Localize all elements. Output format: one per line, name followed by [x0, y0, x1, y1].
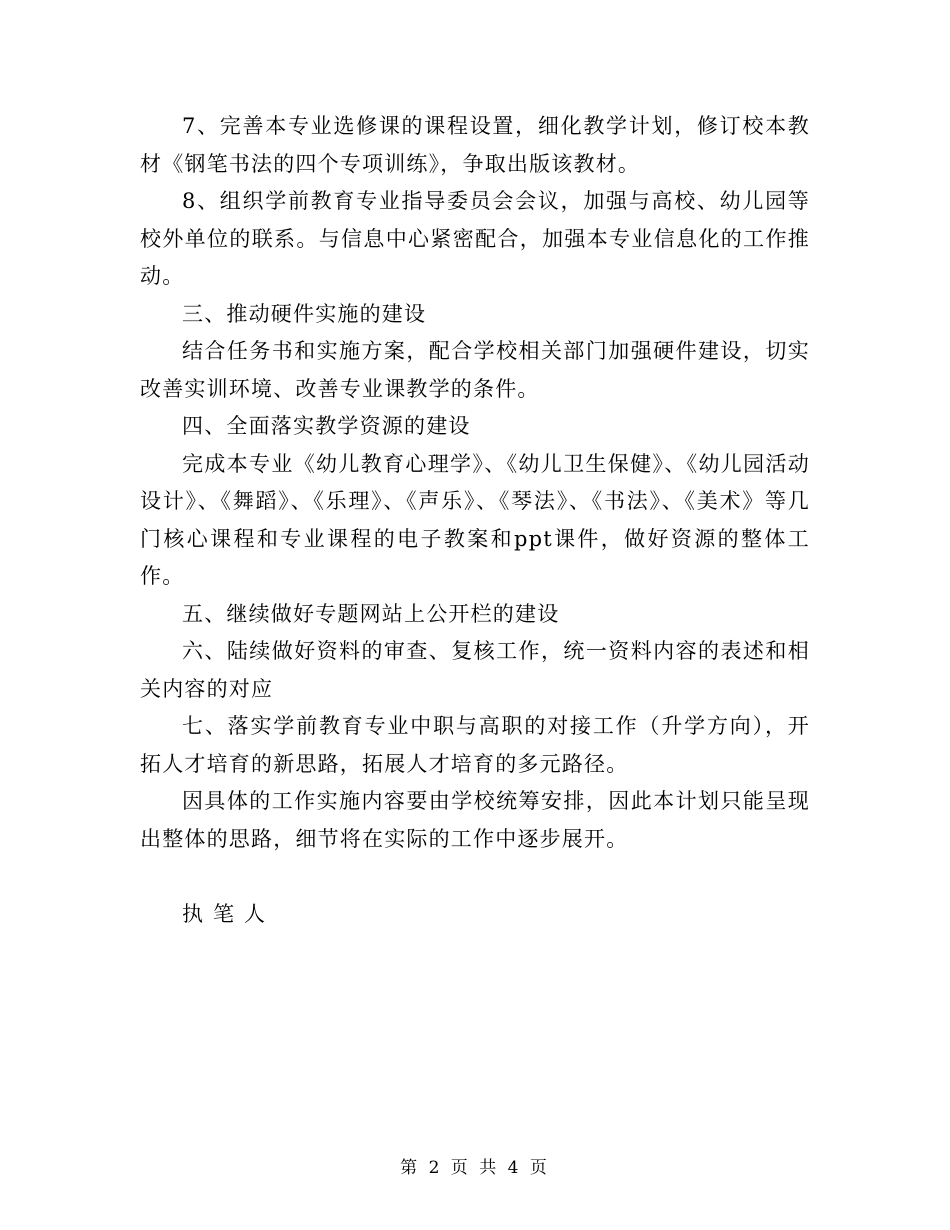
paragraph-conclusion: 因具体的工作实施内容要由学校统筹安排，因此本计划只能呈现出整体的思路，细节将在实际的工作中逐步展开。	[140, 789, 810, 851]
paragraph-resources: 完成本专业《幼儿教育心理学》、《幼儿卫生保健》、《幼儿园活动设计》、《舞蹈》、《乐理》、《声乐》、《琴法》、《书法》、《美术》等几门核心课程和专业课程的电子教案和ppt课件，做好资源的整体工作。	[140, 451, 810, 588]
section-heading-3: 三、推动硬件实施的建设	[182, 301, 427, 326]
paragraph-hardware: 结合任务书和实施方案，配合学校相关部门加强硬件建设，切实改善实训环境、改善专业课教学的条件。	[140, 339, 810, 401]
section-heading-6: 六、陆续做好资料的审查、复核工作，统一资料内容的表述和相关内容的对应	[140, 639, 810, 701]
paragraph-item-7: 7、完善本专业选修课的课程设置，细化教学计划，修订校本教材《钢笔书法的四个专项训练》，争取出版该教材。	[140, 114, 810, 176]
paragraph-item-8: 8、组织学前教育专业指导委员会会议，加强与高校、幼儿园等校外单位的联系。与信息中心紧密配合，加强本专业信息化的工作推动。	[140, 189, 810, 288]
section-heading-7: 七、落实学前教育专业中职与高职的对接工作（升学方向），开拓人才培育的新思路，拓展人才培育的多元路径。	[140, 714, 810, 776]
section-heading-4: 四、全面落实教学资源的建设	[182, 414, 471, 438]
author-label: 执笔人	[182, 902, 275, 926]
document-body	[140, 108, 810, 934]
page-indicator: 第 2 页 共 4 页	[400, 1158, 550, 1178]
section-heading-5: 五、继续做好专题网站上公开栏的建设	[182, 601, 560, 626]
